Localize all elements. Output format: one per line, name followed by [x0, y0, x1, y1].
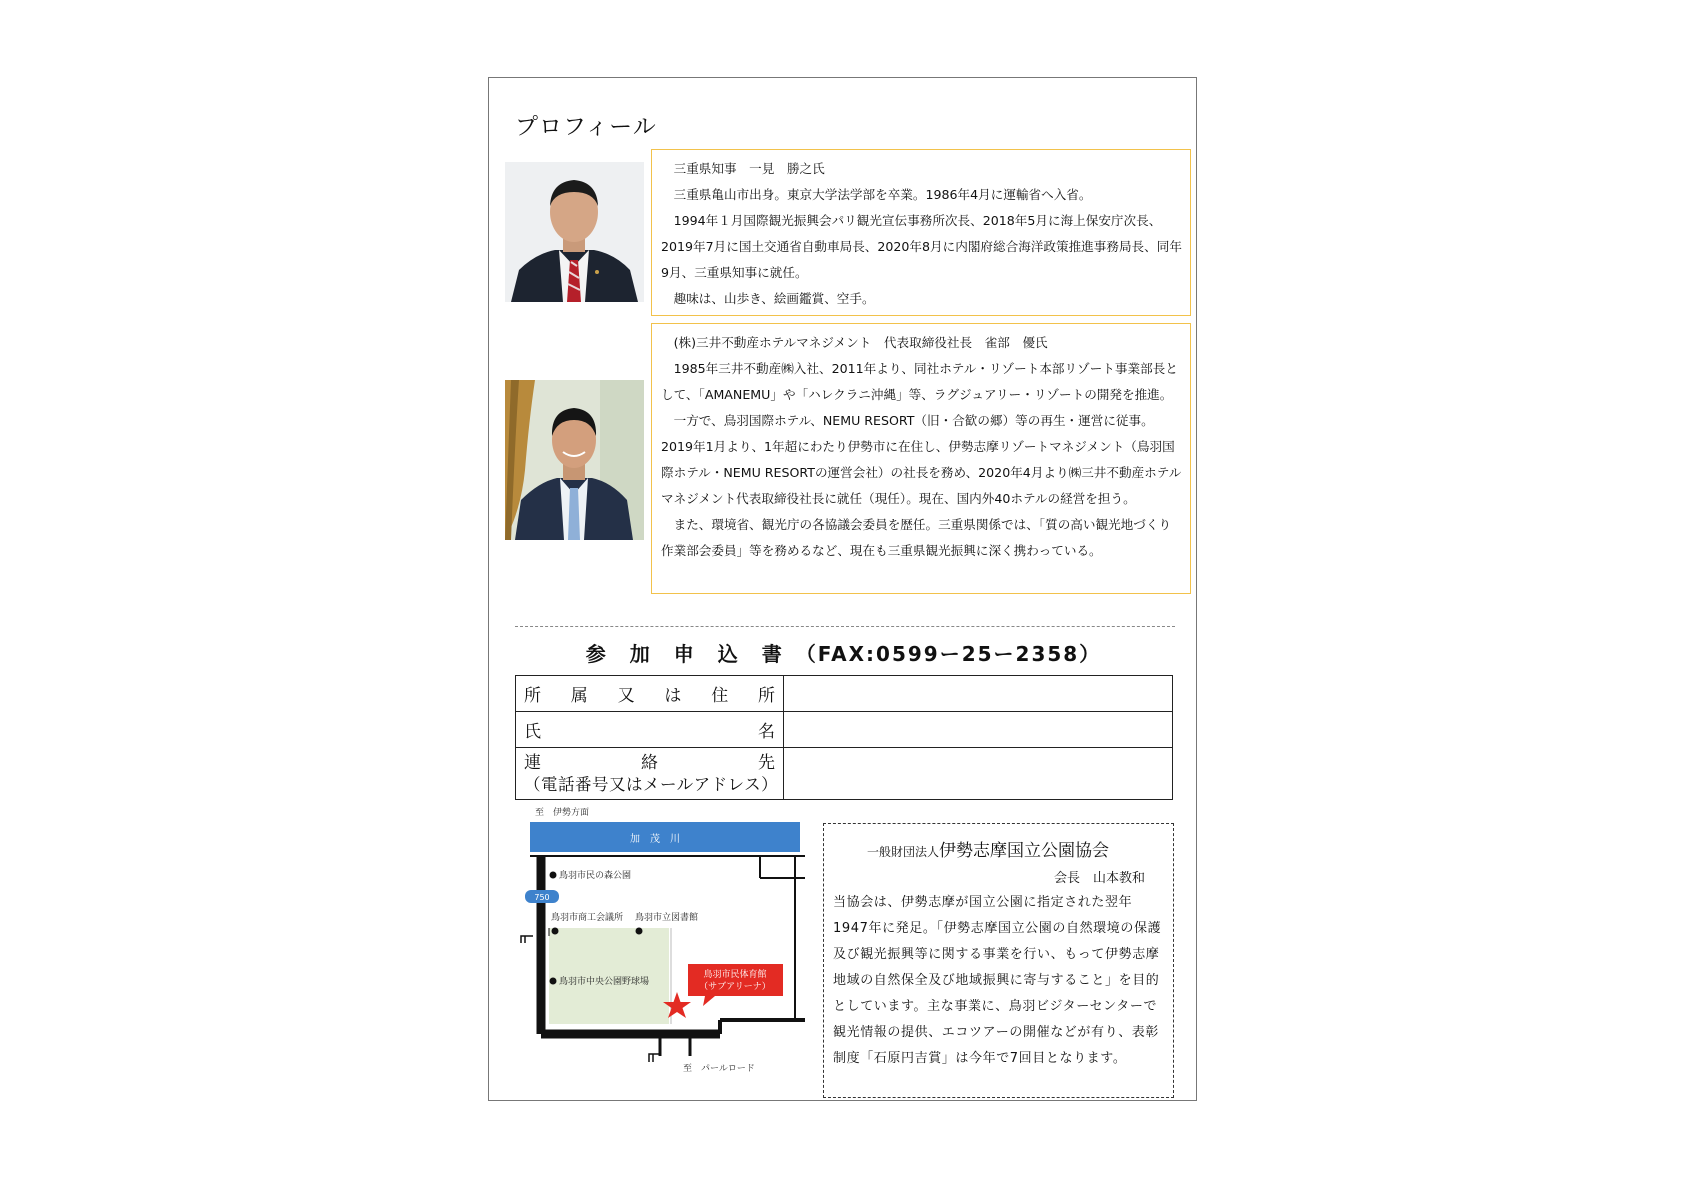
map-place-forest-park: 鳥羽市民の森公園 — [559, 871, 632, 881]
association-name: 一般財団法人伊勢志摩国立公園協会 — [867, 841, 1110, 861]
map-park-area — [549, 928, 669, 1024]
bio-paragraph: 1985年三井不動産㈱入社、2011年より、同社ホテル・リゾート本部リゾート事業部長として、「AMANEMU」や「ハレクラニ沖縄」等、ラグジュアリー・リゾートの開発を推進。 — [661, 361, 1178, 402]
application-form-table — [515, 675, 1173, 800]
profile-bio-president — [651, 323, 1191, 594]
bio-paragraph: 一方で、鳥羽国際ホテル、NEMU RESORT（旧・合歓の郷）等の再生・運営に従事。2019年1月より、1年超にわたり伊勢市に在住し、伊勢志摩リゾートマネジメント（鳥羽国際ホテル・NEMU RESORTの運営会社）の社長を務め、2020年4月より㈱三井不動産ホテルマネジメント代表取締役社長に就任（現任）。現在、国内外40ホテルの経営を担う。 — [661, 413, 1182, 506]
map-label-to-ise: 至 伊勢方面 — [535, 808, 590, 818]
association-info-box — [823, 823, 1174, 1098]
association-description: 当協会は、伊勢志摩が国立公園に指定された翌年1947年に発足。「伊勢志摩国立公園の自然環境の保護及び観光振興等に関する事業を行い、もって伊勢志摩地域の自然保全及び地域振興に寄与すること」を目的としています。主な事業に、鳥羽ビジターセンターで観光情報の提供、エコツアーの開催などが有り、表彰制度「石原円吉賞」は今年で7回目となります。 — [833, 895, 1162, 1066]
bio-paragraph: また、環境省、観光庁の各協議会委員を歴任。三重県関係では、「質の高い観光地づくり作業部会委員」等を務めるなど、現在も三重県観光振興に深く携わっている。 — [661, 517, 1172, 558]
portrait-photo-governor — [505, 162, 644, 302]
form-title: 参 加 申 込 書 （FAX:0599ー25ー2358） — [585, 642, 1102, 666]
document-page — [488, 77, 1197, 1101]
bio-name-governor: 三重県知事 一見 勝之氏 — [673, 161, 825, 176]
portrait-photo-president — [505, 380, 644, 540]
map-place-chamber: 鳥羽市商工会議所 — [551, 913, 624, 923]
map-place-ballpark: 鳥羽市中央公園野球場 — [559, 977, 650, 987]
map-route-number: 750 — [534, 893, 550, 902]
form-field-name[interactable] — [784, 712, 1173, 748]
bio-name-president: (株)三井不動産ホテルマネジメント 代表取締役社長 雀部 優氏 — [673, 335, 1048, 350]
form-field-contact[interactable] — [784, 748, 1173, 800]
form-label-contact: 連 絡 先 （電話番号又はメールアドレス） — [516, 748, 784, 800]
access-map — [515, 806, 815, 1096]
form-row-affiliation — [516, 676, 1173, 712]
cut-line-divider — [515, 626, 1175, 627]
profile-bio-governor — [651, 149, 1191, 316]
map-venue-sub: （サブアリーナ） — [699, 982, 771, 992]
map-river-label: 加 茂 川 — [630, 834, 680, 845]
form-label-name: 氏 名 — [516, 712, 784, 748]
form-row-name — [516, 712, 1173, 748]
bio-paragraph: 三重県亀山市出身。東京大学法学部を卒業。1986年4月に運輸省へ入省。 — [673, 187, 1092, 202]
association-chair: 会長 山本教和 — [1053, 871, 1145, 886]
map-label-to-pearl-road: 至 パールロード — [683, 1064, 755, 1074]
form-label-affiliation: 所 属 又 は 住 所 — [516, 676, 784, 712]
bio-paragraph: 1994年１月国際観光振興会パリ観光宣伝事務所次長、2018年5月に海上保安庁次長、2019年7月に国土交通省自動車局長、2020年8月に内閣府総合海洋政策推進事務局長、同年9月、三重県知事に就任。 — [661, 213, 1182, 280]
map-place-library: 鳥羽市立図書館 — [635, 913, 699, 923]
form-field-affiliation[interactable] — [784, 676, 1173, 712]
profile-heading: プロフィール — [515, 114, 657, 140]
form-row-contact — [516, 748, 1173, 800]
bio-paragraph: 趣味は、山歩き、絵画鑑賞、空手。 — [673, 291, 875, 306]
form-label-contact-sub: （電話番号又はメールアドレス） — [524, 774, 779, 794]
map-venue-name: 鳥羽市民体育館 — [703, 970, 767, 980]
